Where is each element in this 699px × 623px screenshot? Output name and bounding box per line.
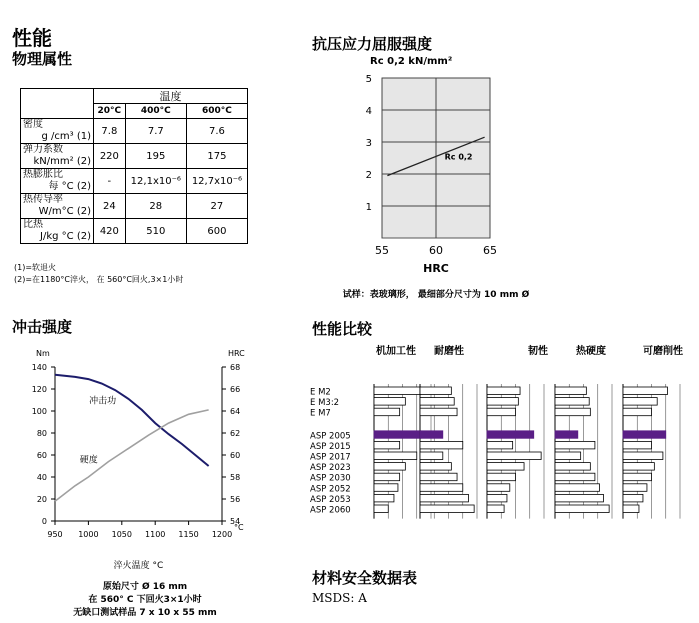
table-note-1: (1)=软退火 xyxy=(14,263,57,272)
bar xyxy=(487,505,504,513)
impact-chart xyxy=(0,340,290,572)
y-tick-label: 2 xyxy=(365,170,372,181)
table-cell: 420 xyxy=(94,219,126,244)
y2-tick-label: 62 xyxy=(230,429,241,438)
row-unit: 每 °C (2) xyxy=(48,181,91,192)
grade-label: ASP 2053 xyxy=(310,494,351,505)
x-tick-label: 1100 xyxy=(145,530,166,539)
table-cell: 195 xyxy=(125,144,186,169)
bar xyxy=(487,441,513,449)
column-header: 热硬度 xyxy=(576,346,606,357)
x-tick-label: 1150 xyxy=(178,530,199,539)
series-label: 冲击功 xyxy=(89,396,117,407)
y2-tick-label: 64 xyxy=(230,407,241,416)
row-label: 热传导率 xyxy=(23,194,63,205)
bar xyxy=(555,408,590,416)
bar xyxy=(374,494,394,502)
grade-label: ASP 2017 xyxy=(310,452,351,463)
table-cell: 600 xyxy=(186,219,247,244)
bar xyxy=(487,452,541,460)
bar xyxy=(555,398,589,406)
bar xyxy=(420,452,443,460)
bar xyxy=(487,431,534,439)
grade-label: ASP 2005 xyxy=(310,431,351,442)
bar xyxy=(374,408,400,416)
properties-table xyxy=(20,88,248,244)
bar xyxy=(555,431,578,439)
bar xyxy=(555,505,609,513)
bar xyxy=(487,473,516,481)
bar xyxy=(623,463,654,471)
bar xyxy=(487,387,520,395)
compress-chart xyxy=(340,48,520,276)
y-tick-label: 100 xyxy=(31,407,47,416)
bar xyxy=(555,452,581,460)
table-cell: 24 xyxy=(94,194,126,219)
y-tick-label: 20 xyxy=(36,495,47,504)
row-unit: kN/mm² (2) xyxy=(33,156,91,167)
y2-unit: °C xyxy=(234,523,244,532)
grade-label: ASP 2030 xyxy=(310,473,351,484)
bar xyxy=(420,398,454,406)
grade-label: ASP 2060 xyxy=(310,505,351,516)
series-label: 硬度 xyxy=(79,455,98,466)
y2-tick-label: 68 xyxy=(230,363,241,372)
bar xyxy=(623,398,657,406)
bar xyxy=(623,441,652,449)
bar xyxy=(623,473,652,481)
y2-tick-label: 54 xyxy=(230,517,241,526)
x-axis-label: 淬火温度 °C xyxy=(113,561,164,571)
bar xyxy=(420,463,451,471)
grade-label: ASP 2023 xyxy=(310,463,351,474)
table-cell: 7.8 xyxy=(94,119,126,144)
column-header: 韧性 xyxy=(528,346,548,357)
x-tick-label: 950 xyxy=(47,530,63,539)
row-label: 弹力系数 xyxy=(23,144,63,155)
bar xyxy=(623,408,652,416)
bar xyxy=(374,505,388,513)
impact-caption-1: 原始尺寸 Ø 16 mm xyxy=(102,582,188,592)
grade-label: E M7 xyxy=(310,408,331,419)
x-tick-label: 1000 xyxy=(78,530,99,539)
table-cell: 510 xyxy=(125,219,186,244)
bar xyxy=(420,387,451,395)
bar xyxy=(623,431,666,439)
bar xyxy=(374,398,405,406)
bar xyxy=(555,473,595,481)
y-tick-label: 0 xyxy=(41,517,47,526)
table-cell: 220 xyxy=(94,144,126,169)
row-unit: g /cm³ (1) xyxy=(41,131,91,142)
y-tick-label: 40 xyxy=(36,473,47,482)
x-tick-label: 60 xyxy=(429,244,443,257)
y-tick-label: 60 xyxy=(36,451,47,460)
table-cell: - xyxy=(94,169,126,194)
table-row xyxy=(21,194,248,219)
page-title: 性能 xyxy=(12,26,52,50)
table-row xyxy=(21,169,248,194)
bar xyxy=(623,494,643,502)
bar xyxy=(487,484,510,492)
grade-label: ASP 2015 xyxy=(310,441,351,452)
y2-tick-label: 60 xyxy=(230,451,241,460)
bar xyxy=(555,463,590,471)
column-header: 耐磨性 xyxy=(434,346,464,357)
grade-label: E M2 xyxy=(310,387,331,398)
bar xyxy=(487,494,507,502)
table-row xyxy=(21,219,248,244)
column-header: 可磨削性 xyxy=(643,346,683,357)
y-tick-label: 4 xyxy=(365,106,372,117)
bar xyxy=(374,441,400,449)
bar xyxy=(374,452,417,460)
impact-caption-2: 在 560° C 下回火3×1小时 xyxy=(88,595,202,605)
impact-title: 冲击强度 xyxy=(12,318,73,336)
col-header: 400°C xyxy=(125,104,186,119)
bar xyxy=(374,484,398,492)
x-tick-label: 1200 xyxy=(211,530,233,539)
bar xyxy=(374,463,405,471)
row-unit: W/m°C (2) xyxy=(38,206,91,217)
y-tick-label: 1 xyxy=(365,202,372,213)
table-row xyxy=(21,119,248,144)
table-cell: 28 xyxy=(125,194,186,219)
grade-label: E M3:2 xyxy=(310,398,340,409)
compress-title: 抗压应力屈服强度 xyxy=(312,35,433,53)
y2-tick-label: 58 xyxy=(230,473,241,482)
compress-caption: 试样：表玻璃形， 最细部分尺寸为 10 mm Ø xyxy=(342,290,530,300)
bar xyxy=(487,408,516,416)
bar xyxy=(374,473,400,481)
bar xyxy=(623,484,647,492)
bar xyxy=(420,484,463,492)
bar xyxy=(623,452,663,460)
chart-title: Rc 0,2 kN/mm² xyxy=(370,56,453,67)
row-label: 比热 xyxy=(23,219,43,230)
bar xyxy=(487,463,524,471)
bar xyxy=(555,387,586,395)
table-cell: 175 xyxy=(186,144,247,169)
bar xyxy=(623,387,667,395)
table-cell: 27 xyxy=(186,194,247,219)
table-cell: 7.6 xyxy=(186,119,247,144)
series-label: Rc 0,2 xyxy=(444,152,473,162)
bar xyxy=(420,494,468,502)
x-tick-label: 1050 xyxy=(111,530,132,539)
table-cell: 7.7 xyxy=(125,119,186,144)
y2-axis-label: HRC xyxy=(228,349,245,358)
table-cell: 12,7x10⁻⁶ xyxy=(186,169,247,194)
bar xyxy=(420,408,457,416)
bar xyxy=(374,431,421,439)
row-label: 密度 xyxy=(23,119,43,130)
y-tick-label: 80 xyxy=(36,429,47,438)
bar xyxy=(420,441,463,449)
y-tick-label: 120 xyxy=(31,385,47,394)
table-note-2: (2)=在1180°C淬火， 在 560°C回火,3×1小时 xyxy=(14,275,184,284)
bar xyxy=(555,441,595,449)
compare-title: 性能比较 xyxy=(312,320,373,338)
temp-header: 温度 xyxy=(94,89,248,104)
bar xyxy=(420,431,443,439)
y-tick-label: 140 xyxy=(31,363,47,372)
bar xyxy=(374,387,421,395)
x-axis-label: HRC xyxy=(423,262,449,275)
bar xyxy=(420,473,457,481)
col-header: 20°C xyxy=(94,104,126,119)
y2-tick-label: 66 xyxy=(230,385,241,394)
x-tick-label: 55 xyxy=(375,244,389,257)
column-header: 机加工性 xyxy=(376,346,416,357)
col-header: 600°C xyxy=(186,104,247,119)
bar xyxy=(487,398,518,406)
impact-caption-3: 无缺口测试样品 7 x 10 x 55 mm xyxy=(73,608,217,618)
bar xyxy=(623,505,639,513)
msds-text: MSDS: A xyxy=(312,591,367,605)
table-row xyxy=(21,144,248,169)
bar xyxy=(555,494,603,502)
y-tick-label: 3 xyxy=(365,138,372,149)
compare-chart xyxy=(306,344,696,536)
row-unit: J/kg °C (2) xyxy=(40,231,91,242)
y-tick-label: 5 xyxy=(365,74,372,85)
grade-label: ASP 2052 xyxy=(310,484,351,495)
msds-title: 材料安全数据表 xyxy=(312,569,418,587)
page-subtitle: 物理属性 xyxy=(12,50,73,68)
y-axis-label: Nm xyxy=(36,349,50,358)
y2-tick-label: 56 xyxy=(230,495,241,504)
bar xyxy=(420,505,474,513)
impact-energy-line xyxy=(55,375,209,466)
table-cell: 12,1x10⁻⁶ xyxy=(125,169,186,194)
x-tick-label: 65 xyxy=(483,244,497,257)
bar xyxy=(555,484,599,492)
hardness-line xyxy=(55,410,209,501)
row-label: 热膨胀比 xyxy=(23,169,63,180)
